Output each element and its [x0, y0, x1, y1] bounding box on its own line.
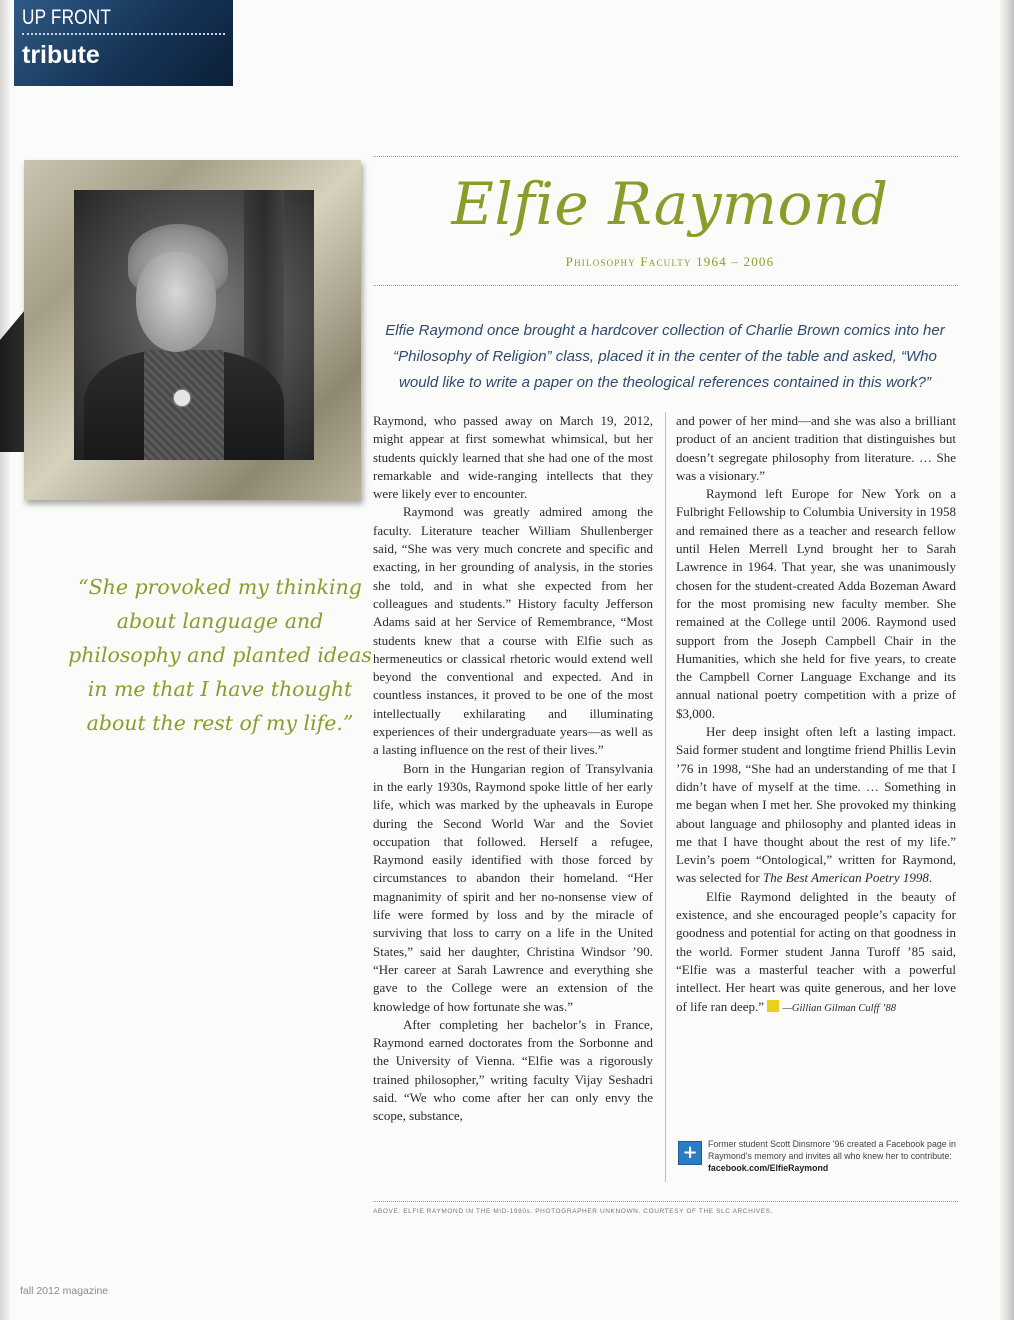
- subtitle-department: Philosophy Faculty: [565, 254, 692, 269]
- section-kicker: UP FRONT: [22, 6, 112, 29]
- body-paragraph: Born in the Hungarian region of Transylvania in the early 1930s, Raymond spoke little of her early life, which was marked by the upheavals in Europe during the Second World War and the Soviet occupation that followed. Herself a refugee, Raymond easily identified with those forced by circumstances to abandon their homeland. “Her magnanimity of spirit and her no-nonsense view of life were formed by loss and by the miracle of surviving that loss to carry on a life in the United States,” said her daughter, Christina Windsor ’90. “Her career at Sarah Lawrence and everything she gave to the College were an extension of the knowledge of how fortunate she was.”: [373, 760, 653, 1014]
- section-label: tribute: [22, 41, 100, 69]
- closing-text: Elfie Raymond delighted in the beauty of existence, and she encouraged people’s capacity for goodness and potential for acting on that goodness in the world. Former student Janna Turoff ’85 said, “Elfie was a masterful teacher with a powerful intellect. Her heart was quite generous, and her love of life ran deep.”: [676, 888, 956, 1014]
- picture-frame: [24, 160, 361, 500]
- body-paragraph: Raymond was greatly admired among the faculty. Literature teacher William Shullenberger said, “She was very much concrete and specific and exacting, in her grounding of analysis, in the stories she told, and in what she expected from her colleagues and students.” History faculty Jefferson Adams said at her Service of Remembrance, “Most students knew that a course with Elfie such as hermeneutics or classical rhetoric would extend well beyond the conventional and expected. And in countless instances, it proved to be one of the most intellectually exhilarating and illuminating experiences of their undergraduate years—as well as a lasting influence on the rest of their lives.”: [373, 504, 653, 758]
- body-paragraph: After completing her bachelor’s in France, Raymond earned doctorates from the Sorbonne and the University of Vienna. “Elfie was a rigorously trained philosopher,” writing faculty Vijay Seshadri said. “We who come after her can only envy the scope, substance,: [373, 1016, 653, 1124]
- levin-text: Her deep insight often left a lasting impact. Said former student and longtime friend Phillis Levin ’76 in 1998, “She had an understanding of me that I didn’t have of myself at the time. … Something in me began when I met her. She provoked my thinking about language and philosophy and planted ideas in me that I have thought about the rest of my life.” Levin’s poem “Ontological,” written for Raymond, was selected for: [676, 724, 956, 886]
- photo-caption: ABOVE: ELFIE RAYMOND IN THE MID-1980s. PHOTOGRAPHER UNKNOWN. COURTESY OF THE SLC ARCHIVES.: [373, 1208, 774, 1215]
- caption-rule: [373, 1201, 958, 1202]
- section-tab-rule: [22, 33, 225, 35]
- facebook-note-body: Former student Scott Dinsmore ’96 created a Facebook page in Raymond’s memory and invites all who knew her to contribute:: [708, 1139, 956, 1161]
- title-bottom-rule: [373, 285, 958, 286]
- facebook-note: [678, 1138, 968, 1182]
- facebook-link[interactable]: facebook.com/ElfieRaymond: [708, 1163, 829, 1173]
- section-tab: [14, 0, 233, 86]
- page-gutter-right: [1000, 0, 1014, 1320]
- pull-quote: “She provoked my thinking about language and philosophy and planted ideas in me that I have thought about the rest of my life.”: [68, 575, 372, 735]
- plus-icon: +: [678, 1141, 702, 1165]
- portrait-photo: [74, 190, 314, 460]
- article-subtitle: [440, 254, 900, 270]
- body-paragraph: Raymond left Europe for New York on a Fulbright Fellowship to Columbia University in 1958 and remained there as a teacher and research fellow until Helen Merrell Lynd brought her to Sarah Lawrence in 1964. That year, she was unanimously chosen for the student-created Adda Bozeman Award for the most promising new faculty member. She remained at the College until 2006. Raymond used support from the Joseph Campbell Chair in the Humanities, which she held for five years, to create the Campbell Corner Language Exchange and its annual national poetry competition with a prize of $3,000.: [676, 486, 956, 721]
- levin-text-end: .: [928, 870, 933, 886]
- body-column-1: [373, 412, 653, 1126]
- title-top-rule: [373, 156, 958, 157]
- article-title: Elfie Raymond: [451, 170, 889, 238]
- column-divider: [665, 412, 666, 1182]
- book-title: The Best American Poetry 1998: [763, 870, 929, 886]
- body-paragraph-last: [676, 888, 956, 1018]
- article-lede: Elfie Raymond once brought a hardcover collection of Charlie Brown comics into her “Philosophy of Religion” class, placed it in the center of the table and asked, “Who would like to write a paper on the theological references contained in this work?”: [385, 322, 945, 391]
- folio: fall 2012 magazine: [20, 1285, 109, 1297]
- body-column-2: [676, 412, 956, 1018]
- body-paragraph: and power of her mind—and she was also a brilliant product of an ancient tradition that distinguishes but doesn’t segregate philosophy from literature. … She was a visionary.”: [676, 413, 956, 483]
- subtitle-years: 1964 – 2006: [696, 254, 775, 269]
- body-paragraph-levin: [676, 723, 956, 888]
- end-mark-icon: [767, 1000, 779, 1012]
- photo-face: [136, 252, 216, 352]
- page-gutter-left: [0, 0, 10, 1320]
- photo-brooch: [174, 390, 190, 406]
- facebook-note-text: [708, 1138, 970, 1174]
- body-paragraph: Raymond, who passed away on March 19, 2012, might appear at first somewhat whimsical, but her students quickly learned that she had one of the most remarkable and wide-ranging intellects that they were likely ever to encounter.: [373, 413, 653, 502]
- byline: —Gillian Gilman Culff ’88: [782, 1002, 897, 1014]
